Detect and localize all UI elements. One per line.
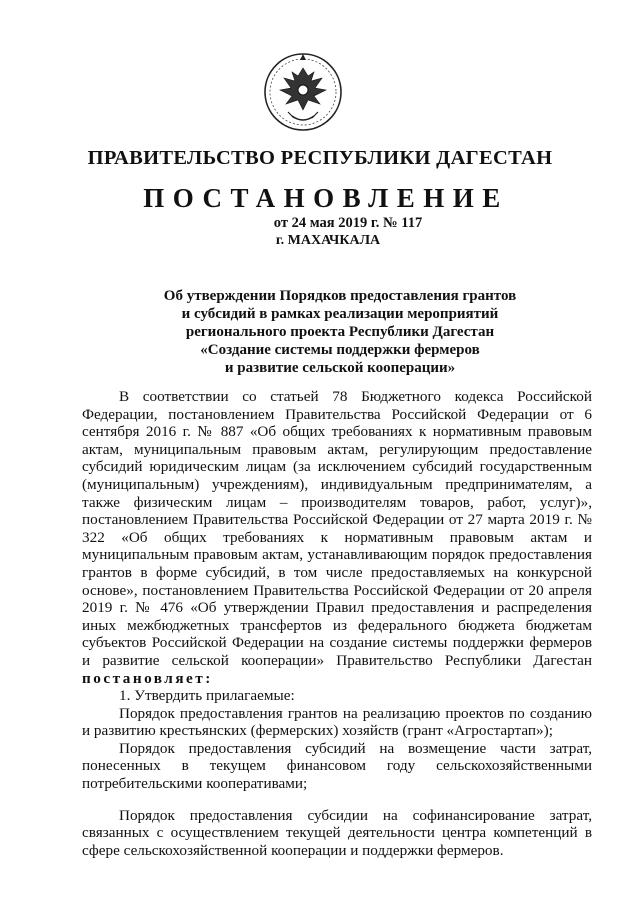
decree-word: постановляет: (82, 669, 213, 687)
organization-heading: ПРАВИТЕЛЬСТВО РЕСПУБЛИКИ ДАГЕСТАН (87, 147, 553, 169)
coat-of-arms-emblem (262, 50, 344, 138)
procedure-paragraph: Порядок предоставления субсидий на возмещение части затрат, понесенных в текущем финансовом году сельскохозяйственными потребительскими кооперативами; (82, 739, 592, 793)
title-line: Об утверждении Порядков предоставления грантов (163, 288, 517, 304)
document-body (82, 388, 592, 859)
intro-text: В соответствии со статьей 78 Бюджетного кодекса Российской Федерации, постановлением Правительства Российской Федерации от 6 сентября 2016 г. № 887 «Об общих требованиях к нормативным правовым актам, муниципальным правовым актам, регулирующим предоставление субсидий юридическим лицам (за исключением субсидий государственным (муниципальным) учреждениям), индивидуальным предпринимателям, а также физическим лицам – производителям товаров, работ, услуг)», постановлением Правительства Российской Федерации от 27 марта 2019 г. № 322 «Об общих требованиях к нормативным правовым актам и муниципальным правовым актам, устанавливающим порядок предоставления грантов в форме субсидий, в том числе предоставляемых на конкурсной основе», постановлением Правительства Российской Федерации от 20 апреля 2019 г. № 476 «Об утверждении Правил предоставления и распределения иных межбюджетных трансфертов из федерального бюджета бюджетам субъектов Российской Федерации на создание системы поддержки фермеров и развитие сельской кооперации» Правительство Республики Дагестан (82, 388, 592, 669)
title-line: и субсидий в рамках реализации мероприятий (181, 306, 499, 322)
title-line: и развитие сельской кооперации» (224, 360, 456, 376)
procedure-paragraph: Порядок предоставления субсидии на софинансирование затрат, связанных с осуществлением текущей деятельности центра компетенций в сфере сельскохозяйственной кооперации и поддержки фермеров. (82, 806, 592, 859)
title-line: регионального проекта Республики Дагестан (185, 324, 495, 340)
document-date-number: от 24 мая 2019 г. № 117 (273, 215, 423, 231)
document-title (0, 287, 640, 377)
intro-paragraph (82, 388, 592, 687)
title-line: «Создание системы поддержки фермеров (200, 342, 480, 358)
document-type-heading: ПОСТАНОВЛЕНИЕ (143, 183, 509, 213)
document-city: г. МАХАЧКАЛА (275, 233, 381, 248)
procedure-paragraph: Порядок предоставления грантов на реализацию проектов по созданию и развитию крестьянских (фермерских) хозяйств (грант «Агростартап»); (82, 704, 592, 740)
item-1: 1. Утвердить прилагаемые: (119, 687, 295, 705)
